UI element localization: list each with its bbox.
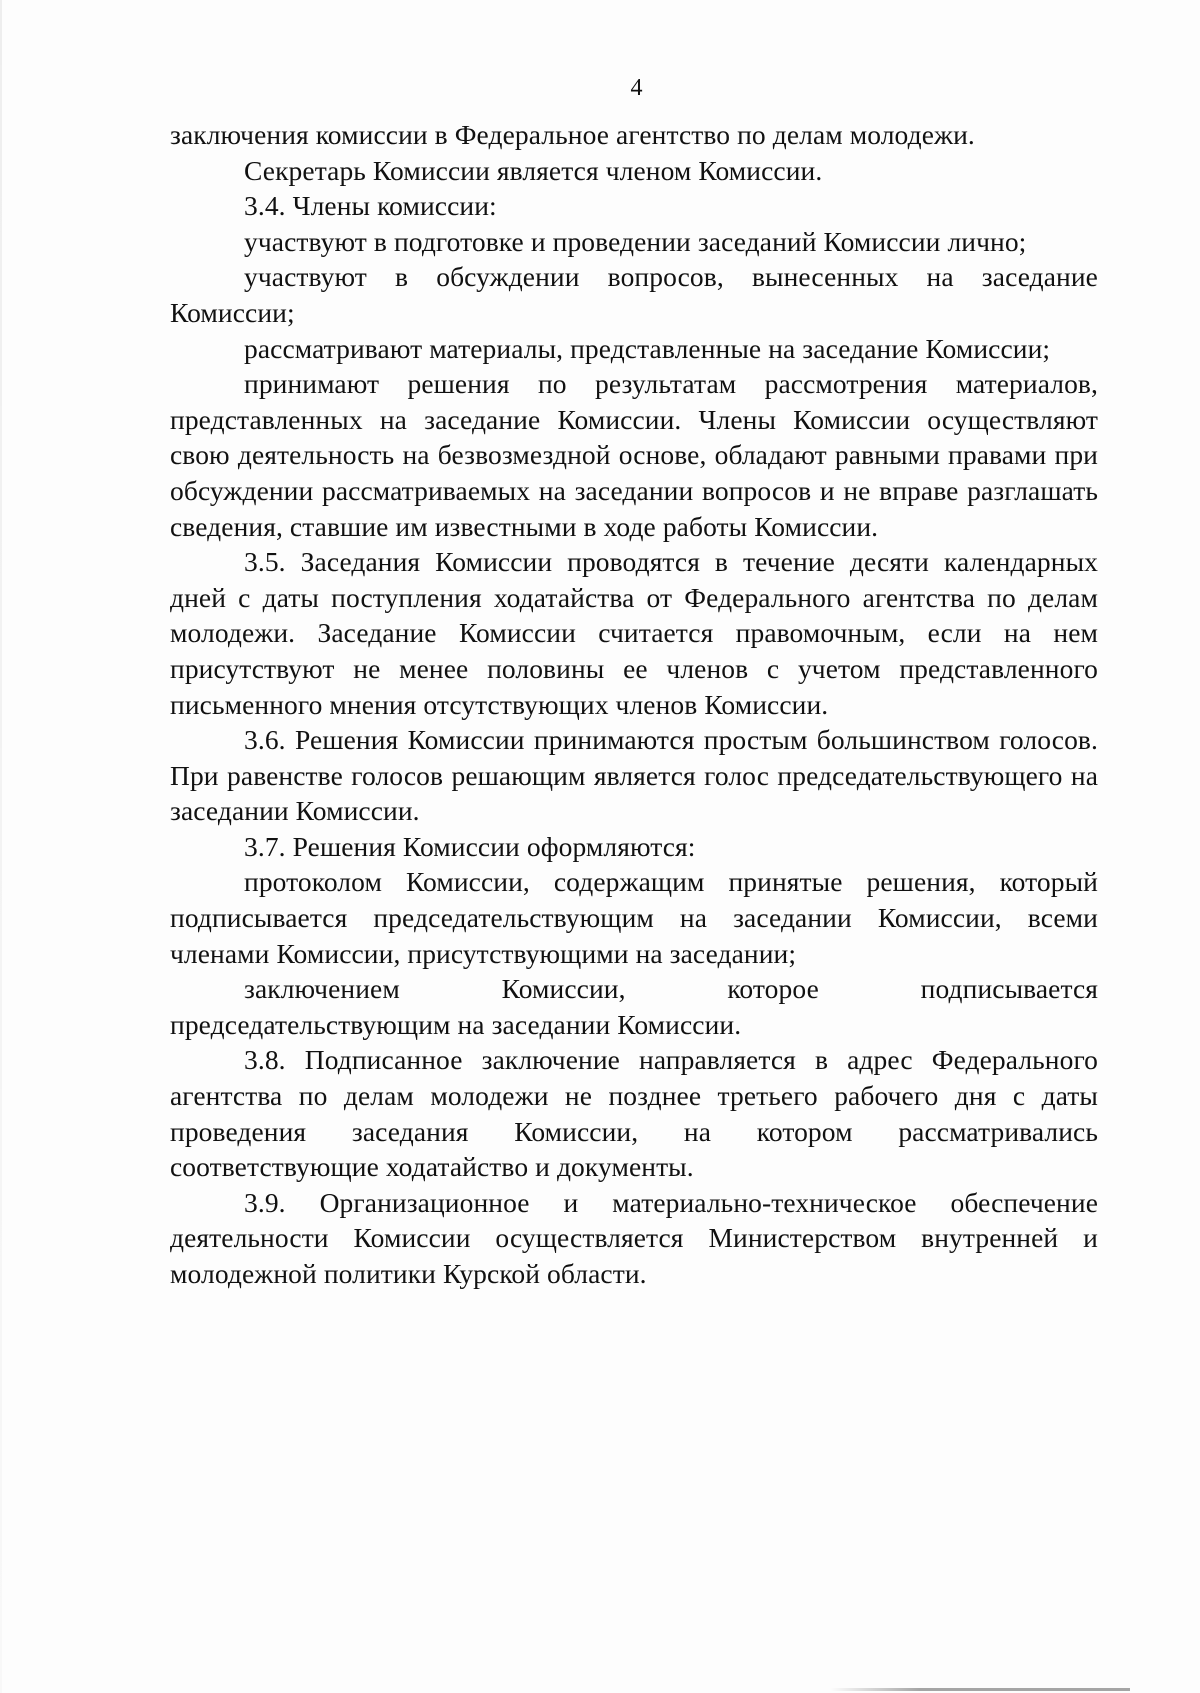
scan-edge [0,0,2,1693]
paragraph-members-participate-preparation: участвуют в подготовке и проведении заседаний Комиссии лично; [244,225,1027,257]
paragraph-continuation: заключения комиссии в Федеральное агентство по делам молодежи. [170,119,975,150]
paragraph-protocol: протоколом Комиссии, содержащим принятые решения, который подписывается председательствующим на заседании Комиссии, всеми членами Комиссии, присутствующими на заседании; [170,866,1098,969]
paragraph-3-4-heading: 3.4. Члены комиссии: [244,190,497,222]
document-body [170,117,1098,1292]
paragraph-members-participate-discussion: участвуют в обсуждении вопросов, вынесенных на заседание Комиссии; [170,261,1098,328]
paragraph-3-7-heading: 3.7. Решения Комиссии оформляются: [244,830,696,862]
paragraph-members-decisions: принимают решения по результатам рассмотрения материалов, представленных на заседание Комиссии. Члены Комиссии осуществляют свою деятельность на безвозмездной основе, обладают равными правами при обсуждении рассматриваемых на заседании вопросов и не вправе разглашать сведения, ставшие им известными в ходе работы Комиссии. [170,368,1098,542]
paragraph-3-6: 3.6. Решения Комиссии принимаются простым большинством голосов. При равенстве голосов решающим является голос председательствующего на заседании Комиссии. [170,724,1098,827]
paragraph-members-review-materials: рассматривают материалы, представленные на заседание Комиссии; [244,332,1051,364]
page-number: 4 [630,75,643,101]
paragraph-3-9: 3.9. Организационное и материально-техническое обеспечение деятельности Комиссии осуществляется Министерством внутренней и молодежной политики Курской области. [170,1186,1098,1289]
paragraph-secretary: Секретарь Комиссии является членом Комиссии. [244,154,823,186]
scan-artifact-line [830,1688,1130,1691]
paragraph-3-8: 3.8. Подписанное заключение направляется в адрес Федерального агентства по делам молодежи не позднее третьего рабочего дня с даты проведения заседания Комиссии, на котором рассматривались соответствующие ходатайство и документы. [170,1044,1098,1183]
paragraph-conclusion: заключением Комиссии, которое подписывается председательствующим на заседании Комиссии. [170,973,1098,1040]
paragraph-3-5: 3.5. Заседания Комиссии проводятся в течение десяти календарных дней с даты поступления ходатайства от Федерального агентства по делам молодежи. Заседание Комиссии считается правомочным, если на нем присутствуют не менее половины ее членов с учетом представленного письменного мнения отсутствующих членов Комиссии. [170,546,1098,720]
